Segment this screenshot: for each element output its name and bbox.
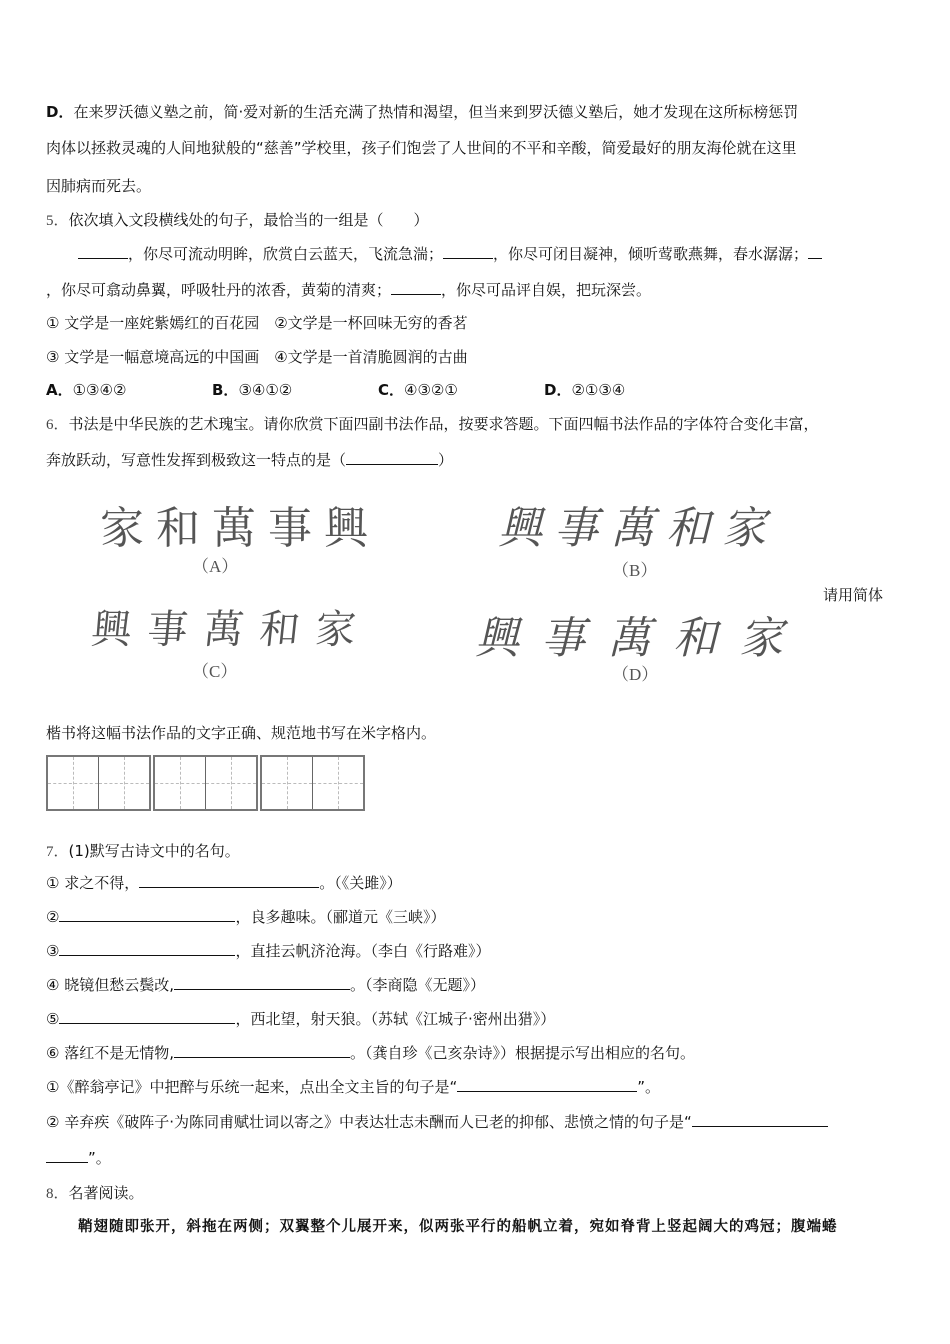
answer-blank[interactable]: [174, 975, 350, 990]
answer-blank[interactable]: [59, 941, 235, 956]
question-number: 6．: [46, 417, 69, 433]
q7-item-5: [46, 1009, 555, 1029]
grid-group: [260, 755, 365, 811]
option-d[interactable]: [544, 380, 710, 400]
answer-blank[interactable]: [346, 450, 438, 465]
grid-cell[interactable]: [313, 757, 363, 809]
grid-cell[interactable]: [155, 757, 206, 809]
q5-items-line1: ① 文学是一座姹紫嫣红的百花园 ②文学是一杯回味无穷的香茗: [46, 314, 468, 332]
option-label: D．: [46, 103, 74, 121]
option-text: 在来罗沃德义塾之前，简·爱对新的生活充满了热情和渴望，但当来到罗沃德义塾后，她才发现在这所标榜惩罚: [73, 103, 799, 121]
q7-sub-2-cont: [46, 1148, 111, 1168]
q6-stem-line2: [46, 450, 453, 470]
option-label: D．: [544, 381, 572, 399]
question-stem: (1)默写古诗文中的名句。: [68, 842, 240, 860]
passage-text: ，你尽可闭目凝神，倾听莺歌燕舞，春水潺潺；: [493, 245, 809, 263]
question-number: 7．: [46, 844, 69, 860]
grid-cell[interactable]: [262, 757, 313, 809]
item-text: ，良多趣味。（郦道元《三峡》）: [235, 908, 446, 926]
answer-blank[interactable]: [391, 280, 441, 295]
option-text: ③④①②: [238, 381, 293, 399]
calligraphy-b: 興事萬和家: [498, 503, 778, 554]
q6-instruction: 楷书将这幅书法作品的文字正确、规范地书写在米字格内。: [46, 724, 437, 742]
writing-grid: [46, 755, 365, 811]
question-stem: ）: [438, 451, 454, 469]
answer-blank[interactable]: [808, 244, 822, 259]
item-text: ②: [46, 908, 60, 926]
item-text: 。（《关雎》）: [319, 874, 402, 892]
passage-text: ，你尽可翕动鼻翼，呼吸牡丹的浓香，黄菊的清爽；: [46, 281, 392, 299]
item-text: 。（李商隐《无题》）: [349, 976, 485, 994]
answer-blank[interactable]: [46, 1148, 88, 1163]
q5-items-line2: ③ 文学是一幅意境高远的中国画 ④文学是一首清脆圆润的古曲: [46, 348, 468, 366]
q5-options: [46, 380, 710, 400]
item-text: ”。: [637, 1078, 661, 1096]
answer-blank[interactable]: [139, 873, 319, 888]
calligraphy-c: 興事萬和家: [89, 607, 375, 653]
item-text: ③: [46, 942, 60, 960]
item-text: ①《醉翁亭记》中把醉与乐统一起来，点出全文主旨的句子是“: [46, 1078, 458, 1096]
q7-sub-2: [46, 1112, 828, 1132]
question-number: 8．: [46, 1186, 69, 1202]
option-label: C．: [378, 381, 405, 399]
q7-item-1: [46, 873, 402, 893]
grid-group: [46, 755, 151, 811]
option-label: B．: [212, 381, 239, 399]
q8-title: [46, 1183, 144, 1204]
answer-blank[interactable]: [692, 1112, 828, 1127]
option-c[interactable]: [378, 380, 544, 400]
option-text: ④③②①: [404, 381, 458, 399]
q7-item-3: [46, 941, 490, 961]
q7-title: [46, 841, 240, 862]
item-text: ⑥ 落红不是无情物,: [46, 1044, 174, 1062]
q4-option-d-line2: 肉体以拯救灵魂的人间地狱般的“慈善”学校里，孩子们饱尝了人世间的不平和辛酸，简爱最好的朋友海伦就在这里: [46, 139, 797, 157]
option-b[interactable]: [212, 380, 378, 400]
item-text: ① 求之不得，: [46, 874, 140, 892]
item-text: ② 辛弃疾《破阵子·为陈同甫赋壮词以寄之》中表达壮志未酬而人已老的抑郁、悲愤之情的句子是“: [46, 1113, 692, 1131]
grid-cell[interactable]: [48, 757, 99, 809]
grid-group: [153, 755, 258, 811]
item-text: ，西北望，射天狼。（苏轼《江城子·密州出猎》）: [235, 1010, 556, 1028]
answer-blank[interactable]: [443, 244, 493, 259]
item-text: ，直挂云帆济沧海。（李白《行路难》）: [235, 942, 491, 960]
q8-passage: 鞘翅随即张开，斜拖在两侧；双翼整个儿展开来，似两张平行的船帆立着，宛如脊背上竖起阔大的鸡冠；腹端蜷: [78, 1218, 838, 1235]
q4-option-d-line1: [46, 102, 798, 122]
passage-text: ，你尽可流动明眸，欣赏白云蓝天，飞流急湍；: [128, 245, 444, 263]
question-stem: 书法是中华民族的艺术瑰宝。请你欣赏下面四副书法作品，按要求答题。下面四幅书法作品的字体符合变化丰富，: [68, 415, 819, 433]
item-text: ⑤: [46, 1010, 60, 1028]
grid-cell[interactable]: [206, 757, 256, 809]
answer-blank[interactable]: [59, 907, 235, 922]
q7-item-6: [46, 1043, 695, 1063]
item-text: 。（龚自珍《己亥杂诗》）根据提示写出相应的名句。: [349, 1044, 695, 1062]
q5-passage-line2: [46, 280, 651, 300]
q7-sub-1: [46, 1077, 660, 1097]
option-a[interactable]: [46, 380, 212, 400]
answer-blank[interactable]: [59, 1009, 235, 1024]
answer-blank[interactable]: [457, 1077, 637, 1092]
q4-option-d-line3: 因肺病而死去。: [46, 177, 152, 195]
calligraphy-a-label: （A）: [192, 557, 239, 576]
option-label: A．: [46, 381, 73, 399]
question-number: 5．: [46, 213, 69, 229]
q7-item-4: [46, 975, 485, 995]
calligraphy-b-label: （B）: [612, 561, 658, 580]
question-stem: 奔放跃动，写意性发挥到极致这一特点的是（: [46, 451, 347, 469]
calligraphy-d: 興事萬和家: [475, 613, 805, 664]
calligraphy-a: 家和萬事興: [100, 503, 380, 554]
q6-stem-line1: [46, 414, 819, 435]
q6-side-text: 请用简体: [823, 586, 884, 604]
answer-blank[interactable]: [78, 244, 128, 259]
item-text: ”。: [88, 1149, 111, 1167]
question-stem: 依次填入文段横线处的句子，最恰当的一组是（ ）: [68, 211, 429, 229]
answer-blank[interactable]: [174, 1043, 350, 1058]
q5-passage-line1: [78, 244, 822, 264]
q7-item-2: [46, 907, 445, 927]
passage-text: ，你尽可品评自娱，把玩深尝。: [441, 281, 652, 299]
option-text: ②①③④: [571, 381, 626, 399]
item-text: ④ 晓镜但愁云鬓改,: [46, 976, 174, 994]
question-stem: 名著阅读。: [68, 1184, 144, 1202]
calligraphy-d-label: （D）: [612, 665, 659, 684]
q5-stem: [46, 210, 429, 231]
grid-cell[interactable]: [99, 757, 149, 809]
option-text: ①③④②: [72, 381, 127, 399]
calligraphy-c-label: （C）: [192, 662, 238, 681]
